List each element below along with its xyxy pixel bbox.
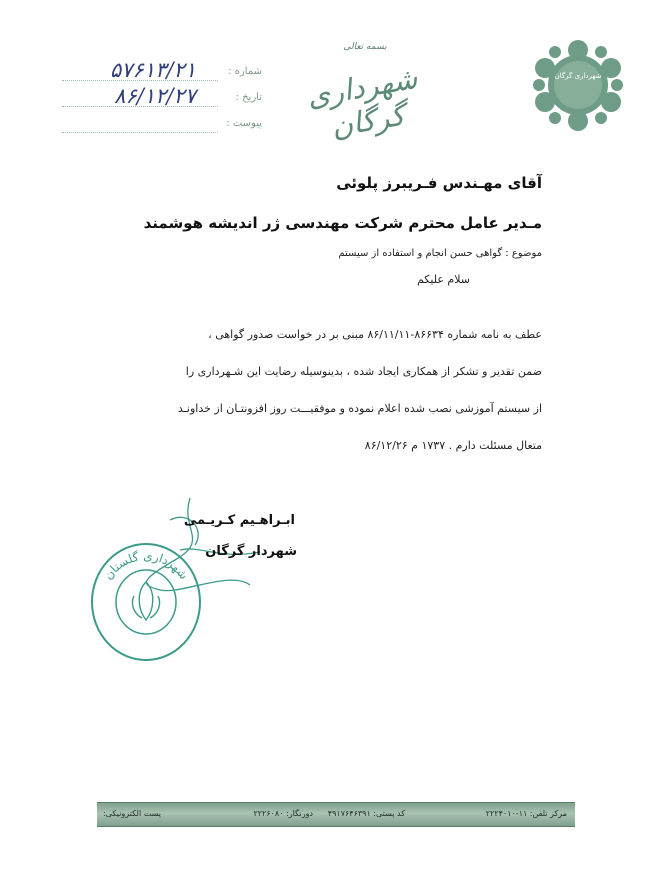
municipality-emblem-icon bbox=[533, 38, 623, 133]
brand-subtitle: بسمه تعالی bbox=[343, 42, 387, 52]
recipient-name: آقای مهـندس فـریبرز پلوئی bbox=[336, 174, 542, 192]
number-value: ۵۷۶۱۳/۲۱ bbox=[109, 58, 196, 82]
number-label: شماره : bbox=[228, 66, 262, 77]
subject-line: موضوع : گواهی حسن انجام و استفاده از سیستم bbox=[338, 248, 542, 259]
letter-body bbox=[97, 316, 542, 464]
letter-meta bbox=[62, 58, 262, 136]
greeting: سلام علیکم bbox=[416, 273, 470, 286]
footer-contact-bar bbox=[97, 802, 575, 827]
body-line: از سیستم آموزشی نصب شده اعلام نموده و موفقیـــت روز افزونتـان از خداونـد bbox=[177, 402, 542, 415]
footer-email: پست الکترونیکی: bbox=[103, 809, 161, 818]
emblem-text: شهرداری گرگان bbox=[554, 72, 602, 80]
number-row bbox=[62, 58, 262, 84]
official-seal-icon bbox=[86, 540, 206, 665]
brand-title: شهرداری گرگان bbox=[304, 60, 420, 144]
date-label: تاریخ : bbox=[235, 92, 262, 103]
signer-title: شهردار گرگان bbox=[205, 544, 297, 559]
number-line bbox=[62, 80, 218, 81]
recipient-title: مـدیر عامل محترم شرکت مهندسی ژر اندیشه هوشمند bbox=[143, 214, 542, 232]
footer-postal-code: کد پستی: ۴۹۱۷۶۴۶۳۹۱ bbox=[327, 809, 405, 818]
body-line: ضمن تقدیر و تشکر از همکاری ایجاد شده ، بدینوسیله رضایت این شـهرداری را bbox=[185, 365, 542, 378]
body-line: متعال مسئلت دارم . ۱۷۳۷ م ۸۶/۱۲/۲۶ bbox=[364, 439, 542, 452]
attachment-line bbox=[62, 132, 218, 133]
body-line: عطف به نامه شماره ۸۶۶۳۴-۸۶/۱۱/۱۱ مبنی بر در خواست صدور گواهی ، bbox=[208, 328, 542, 341]
attachment-row bbox=[62, 110, 262, 136]
attachment-label: پیوست : bbox=[226, 118, 262, 129]
date-row bbox=[62, 84, 262, 110]
signer-name: ابـراهـیم کـریـمی bbox=[183, 513, 295, 528]
date-value: ۸۶/۱۲/۲۷ bbox=[114, 84, 196, 108]
footer-phone: مرکز تلفن: ۱۱-۲۲۲۴۰۱۰ bbox=[485, 809, 567, 818]
date-line bbox=[62, 106, 218, 107]
footer-fax: دورنگار: ۲۲۲۶۰۸۰ bbox=[253, 809, 313, 818]
seal-text: شهرداری گلستان bbox=[100, 548, 191, 583]
